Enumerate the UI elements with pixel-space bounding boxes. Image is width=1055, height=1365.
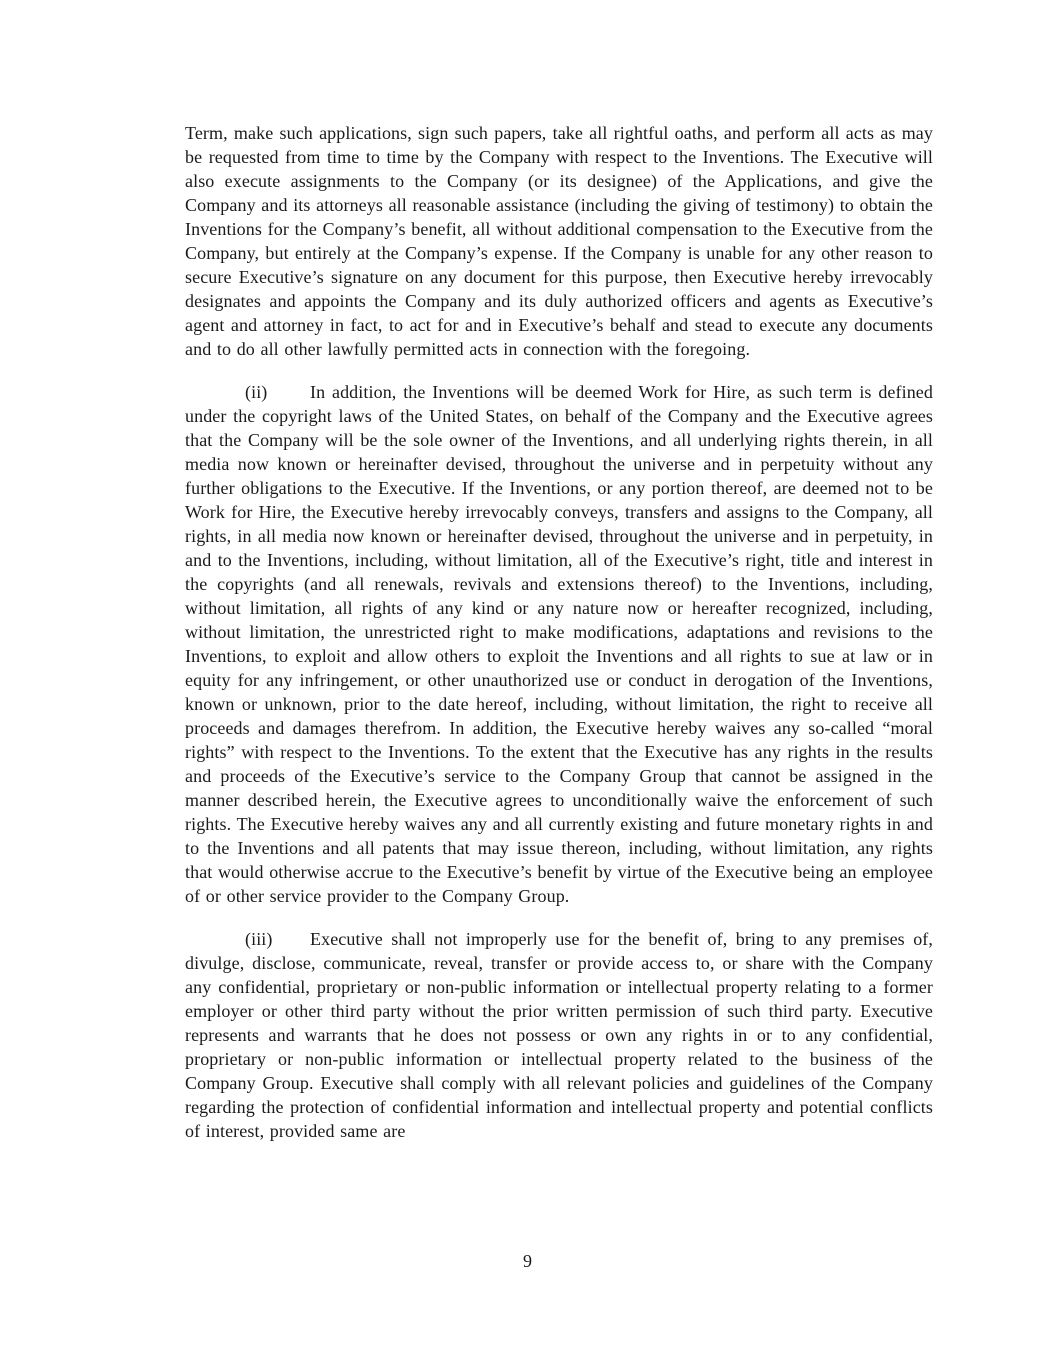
paragraph-text: Executive shall not improperly use for the benefit of, bring to any premises of, divulge, disclose, communicate, reveal, transfer or provide access to, or share with the Company any confidential, proprietary or non-public information or intellectual property relating to a former employer or other third party without the prior written permission of such third party. Executive represents and warrants that he does not possess or own any rights in or to any confidential, proprietary or non-public information or intellectual property related to the business of the Company Group. Executive shall comply with all relevant policies and guidelines of the Company regarding the protection of confidential information and intellectual property and potential conflicts of interest, provided same are — [185, 929, 933, 1141]
paragraph-clause-ii — [185, 380, 933, 908]
list-marker-ii: (ii) — [245, 382, 268, 402]
page-footer — [0, 1249, 1055, 1273]
paragraph-continuation — [185, 121, 933, 361]
paragraph-clause-iii — [185, 927, 933, 1143]
paragraph-text: Term, make such applications, sign such papers, take all rightful oaths, and perform all acts as may be requested from time to time by the Company with respect to the Inventions. The Executive will also execute assignments to the Company (or its designee) of the Applications, and give the Company and its attorneys all reasonable assistance (including the giving of testimony) to obtain the Inventions for the Company’s benefit, all without additional compensation to the Executive from the Company, but entirely at the Company’s expense. If the Company is unable for any other reason to secure Executive’s signature on any document for this purpose, then Executive hereby irrevocably designates and appoints the Company and its duly authorized officers and agents as Executive’s agent and attorney in fact, to act for and in Executive’s behalf and stead to execute any documents and to do all other lawfully permitted acts in connection with the foregoing. — [185, 123, 933, 359]
page-number: 9 — [523, 1251, 532, 1271]
list-marker-iii: (iii) — [245, 929, 273, 949]
page-body — [185, 121, 933, 1143]
paragraph-text: In addition, the Inventions will be deemed Work for Hire, as such term is defined under the copyright laws of the United States, on behalf of the Company and the Executive agrees that the Company will be the sole owner of the Inventions, and all underlying rights therein, in all media now known or hereinafter devised, throughout the universe and in perpetuity without any further obligations to the Executive. If the Inventions, or any portion thereof, are deemed not to be Work for Hire, the Executive hereby irrevocably conveys, transfers and assigns to the Company, all rights, in all media now known or hereinafter devised, throughout the universe and in perpetuity, in and to the Inventions, including, without limitation, all of the Executive’s right, title and interest in the copyrights (and all renewals, revivals and extensions thereof) to the Inventions, including, without limitation, all rights of any kind or any nature now or hereafter recognized, including, without limitation, the unrestricted right to make modifications, adaptations and revisions to the Inventions, to exploit and allow others to exploit the Inventions and all rights to sue at law or in equity for any infringement, or other unauthorized use or conduct in derogation of the Inventions, known or unknown, prior to the date hereof, including, without limitation, the right to receive all proceeds and damages therefrom. In addition, the Executive hereby waives any so-called “moral rights” with respect to the Inventions. To the extent that the Executive has any rights in the results and proceeds of the Executive’s service to the Company Group that cannot be assigned in the manner described herein, the Executive agrees to unconditionally waive the enforcement of such rights. The Executive hereby waives any and all currently existing and future monetary rights in and to the Inventions and all patents that may issue thereon, including, without limitation, any rights that would otherwise accrue to the Executive’s benefit by virtue of the Executive being an employee of or other service provider to the Company Group. — [185, 382, 933, 906]
